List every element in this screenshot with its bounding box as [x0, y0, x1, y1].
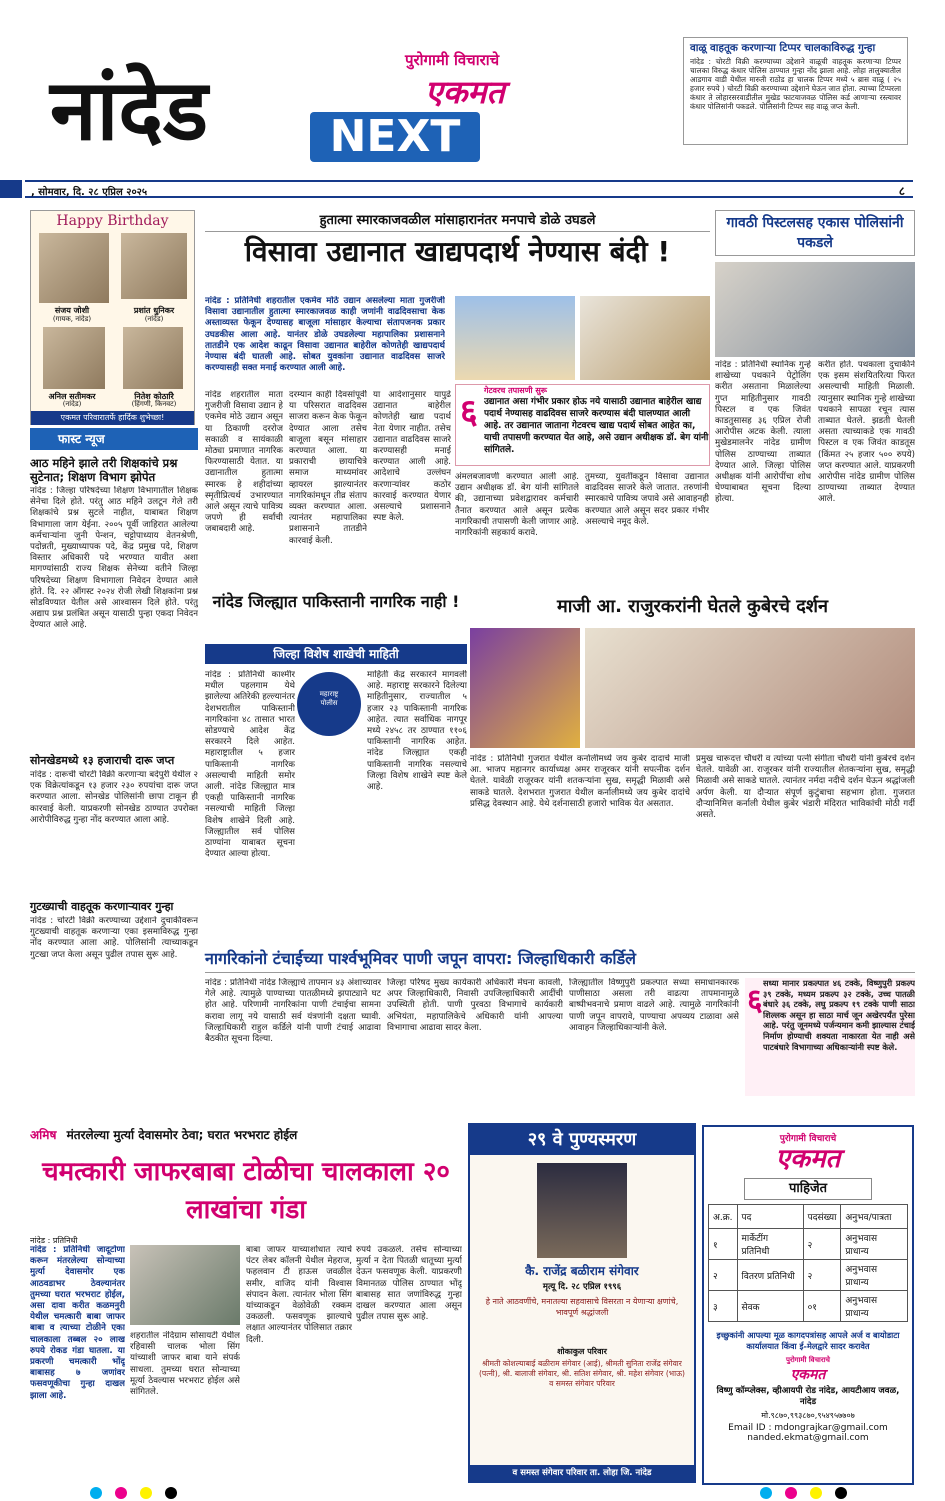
masthead-next: NEXT [310, 112, 480, 162]
top-right-story [683, 37, 908, 145]
vacancy-cell: अनुभवास प्राधान्य [841, 1229, 908, 1260]
seal-top: महाराष्ट्र [319, 690, 339, 698]
vacancy-brand-tag: पुरोगामी विचाराचे [779, 1134, 837, 1144]
memorial-family: श्रीमती कोशल्याबाई बळीराम संगेवार (आई), श्रीमती सुनिता राजेंद्र संगेवार (पत्नी), श्री. बालाजी संगेवार, श्री. सतिश संगेवार, श्री. महेश संगेवार (भाऊ) व समस्त संगेवार परिवार [478, 1359, 686, 1388]
registration-mark [115, 1487, 127, 1499]
vacancy-cell: अनुभवास प्राधान्य [841, 1291, 908, 1322]
memorial-family-label: शोकाकुल परिवार [557, 1347, 607, 1356]
pakistani-story [205, 590, 467, 942]
fast-news-1-body: नांदेड : जिल्हा परिषदेच्या शिक्षण विभागातील शिक्षक सेनेचा दिले होते. परंतु आठ महिने उलटून गेले तरी शिक्षकांचे प्रश्न सुटले नाहीत, याबाबत शिक्षण विभागाला जाग येईना. २००५ पूर्वी जाहिरात आलेल्या कर्मचाऱ्यांना जुनी पेन्शन, चट्टोपाध्याय वेतनश्रेणी, पदोन्नती, मुख्याध्यापक पदे, केंद्र प्रमुख पदे, शिक्षण विस्तार अधिकारी पदे भरण्यात यावीत अशा मागण्यांसाठी राज्य शिक्षक सेनेच्या वतीने जिल्हा परिषदेच्या शिक्षण विभागाला निवेदन देण्यात आले होते. दि. २२ ऑगस्ट २०२४ रोजी लेखी शिक्षकांना प्रश्न सोडविण्यात येतील असे आश्वासन दिले होते. परंतु अद्याप प्रश्न प्रलंबित असून यासाठी पुन्हा एकदा निवेदन देण्यात आले आहे. [30, 486, 198, 631]
masthead-city: नांदेड [50, 61, 208, 159]
pistol-col-1: नांदेड : प्रतिनिधी स्थानिक गुन्हे शाखेच्या पथकाने पेट्रोलिंग करीत असताना मिळालेल्या गुप्त माहितीनुसार गावठी पिस्टल व एक जिवंत काडतुसासह ३६ एप्रिल रोजी आरोपीस अटक केली. त्याला मुखेडमालनेर नांदेड ग्रामीण पोलिस ठाण्याच्या ताब्यात देण्यात आले. जिल्हा पोलिस अधीक्षक यांनी आरोपींचा शोध घेण्याबाबत सूचना दिल्या होत्या. [715, 360, 811, 505]
jafar-kicker: मंतरलेल्या मुर्त्या देवासमोर ठेवा; घरात भरभराट होईल [66, 1128, 298, 1142]
vacancy-col-exp: अनुभव/पात्रता [841, 1205, 908, 1229]
vacancy-cell: २ [803, 1260, 841, 1291]
rajurkar-body: नांदेड : प्रतिनिधी गुजरात येथील कर्नालीमध्ये जय कुबेर दादाचे माजी आ. भाजप महानगर कार्याध्यक्ष अमर राजूरकर यांनी सपत्नीक दर्शन घेतले. यावेळी राजूरकर यांनी शतकऱ्यांना सुख, समृद्धी मिळावी असे साकडे घातले. देशभरात गुजरात येथील कर्नालीमध्ये जय कुबेर दादांचे प्रसिद्ध देवस्थान आहे. येथे दर्शनासाठी हजारो भाविक येत असतात. [470, 754, 690, 809]
vacancy-email-1[interactable]: Email ID : mdongrajkar@gmail.com [728, 1423, 888, 1433]
jafar-kicker-row [30, 1125, 462, 1145]
birthday-box [30, 210, 195, 425]
jafar-dateline: नांदेड : प्रतिनिधी [30, 1236, 78, 1245]
memorial-death: मृत्यू दि. २८ एप्रिल १९९६ [542, 1282, 622, 1292]
main-photo-2 [580, 296, 710, 380]
memorial-verse: हे नाते आठवणींचे, मनातल्या सहवासाचे विसरता न येणाऱ्या क्षणांचे, भावपूर्ण श्रद्धांजली [485, 1297, 679, 1317]
birthday-name-3: अनिल सतीमकर [48, 392, 96, 401]
quote-mark: ६ [460, 392, 478, 432]
registration-mark [760, 1487, 772, 1499]
vacancy-addr-brand: एकमत [790, 1367, 826, 1383]
jafar-story [30, 1125, 462, 1485]
masthead [40, 40, 675, 170]
callout-quote-mark: ६ [747, 983, 763, 1018]
memorial-ad [468, 1123, 696, 1483]
main-col-4: अंमलबजावणी करण्यात आली आहे. उद्यान अधीक्षक डॉ. बेग यांनी सांगितले की, उद्यानाच्या प्रवेशद्वारावर कर्मचारी तैनात करण्यात आले असून प्रत्येक नागरिकाची तपासणी केली जाणार आहे. नागरिकांनी सहकार्य करावे. [455, 472, 579, 539]
main-photo-1 [455, 296, 575, 380]
pistol-story [715, 210, 915, 590]
registration-mark [140, 1487, 152, 1499]
table-row [709, 1291, 908, 1322]
vacancy-col-post: पद [737, 1205, 803, 1229]
caption-block [455, 384, 710, 466]
registration-mark [165, 1487, 177, 1499]
police-seal [297, 672, 361, 736]
pistol-photo [715, 262, 915, 357]
jafar-col-3: बाबा जाफर याच्याशोधात त्याचे पंटर लेबर कॉलनी येथील मेहराज, फहलवान टी हाऊस जवळील समीर, वाजिद यांनी विश्वास संपादन केला. त्यानंतर भोला सिंग यांच्याकडून वेळोवेळी रक्कम उकळली. फसवणूक झाल्याचे लक्षात आल्यानंतर पोलिसात तक्रार दिली. [246, 1245, 352, 1345]
birthday-name-1: संजय जोशी [54, 306, 90, 315]
vacancy-header-row [709, 1205, 908, 1229]
vacancy-phone: मो.९८७०,९९३८७०,९५४९५७७०७ [761, 1411, 855, 1420]
vacancy-cell: २ [709, 1260, 738, 1291]
vacancy-col-count: पदसंख्या [803, 1205, 841, 1229]
main-story [205, 210, 710, 580]
water-headline: नागरिकांनो टंचाईच्या पार्श्वभूमिवर पाणी जपून वापरा: जिल्हाधिकारी कर्डिले [205, 946, 915, 973]
jafar-kicker-label: अमिष [30, 1128, 57, 1142]
rajurkar-headline: माजी आ. राजुरकरांनी घेतले कुबेरचे दर्शन [556, 596, 829, 617]
registration-mark [810, 1487, 822, 1499]
birthday-name-4: नितेश कोठारेि [134, 392, 174, 401]
date-line: , सोमवार, दि. २८ एप्रिल २०२५ [31, 187, 148, 198]
birthday-wish: एकमत परिवारातर्फे हार्दिक शुभेच्छा! [31, 411, 194, 425]
pakistani-body: नांदेड : प्रतिनिधी काश्मीर मधील पहलगाम येथे झालेल्या अतिरेकी हल्ल्यानंतर देशभरातील पाकिस्तानी नागरिकांना ४८ तासात भारत सोडण्याचे आदेश केंद्र सरकारने दिले आहेत. महाराष्ट्रातील ५ हजार पाकिस्तानी नागरिक असल्याची माहिती समोर आली. नांदेड जिल्ह्यात मात्र एकही पाकिस्तानी नागरिक नसल्याची माहिती जिल्हा विशेष शाखेने दिली आहे. जिल्ह्यातील सर्व पोलिस ठाण्यांना याबाबत सूचना देण्यात आल्या होत्या. [205, 670, 295, 860]
caption-head: गेटवरच तपासणी सुरू [484, 386, 547, 395]
date-bar [25, 180, 913, 198]
fast-news-1-headline: आठ महिने झाले तरी शिक्षकांचे प्रश्न सुटेनात; शिक्षण विभाग झोपेत [30, 456, 178, 484]
top-right-body: नांदेड : चोरटी विक्री करण्याच्या उद्देशाने वाळूची वाहतूक करणाऱ्या टिप्पर चालका विरुद्ध कंधार पोलिस ठाण्यात गुन्हा नोंद झाला आहे. लोहा तालुक्यातील आडगाव वाडी येथील मारुती राठोड हा चालक टिप्पर मध्ये ५ ब्रास वाळू ( २५ हजार रुपये ) चोरटी विक्री करण्याच्या उद्देशाने घेऊन जात होता. त्याच्या टिप्परला कंधार ते लोहारसरवाडीतील मुखेड फाटयाजवळ पोलिस कर्ड आणाऱ्या रस्त्यावर कंधार पोलिसांनी पकडले. पोलिसांनी टिप्पर सह वाळू जप्त केली. [690, 57, 901, 111]
vacancy-cell: १ [709, 1229, 738, 1260]
registration-mark [835, 1487, 847, 1499]
main-col-1: नांदेड शहरातील माता गुजरीजी विसावा उद्यान हे एकमेव मोठे उद्यान असून या ठिकाणी दररोज सकाळी व सायंकाळी मोठ्या प्रमाणात नागरिक फिरण्यासाठी येतात. या उद्यानातील हुतात्मा स्मारक हे शहीदांच्या स्मृतीप्रित्यर्थ उभारण्यात आले असून त्याचे पावित्र्य जपणे ही सर्वांची जबाबदारी आहे. [205, 390, 283, 535]
vacancy-cell: अनुभवास प्राधान्य [841, 1260, 908, 1291]
vacancy-email-2[interactable]: nanded.ekmat@gmail.com [747, 1433, 869, 1443]
fast-news-2-body: नांदेड : दारूची चोरटी विक्री करणाऱ्या बदेपुरी येथील २ एक विक्रेत्यांकडून १३ हजार २३० रुपयांचा दारू जप्त करण्यात आला. सोनखेड पोलिसांनी छापा टाकून ही कारवाई केली. याप्रकरणी सोनखेड ठाण्यात उपरोक्त आरोपीविरुद्ध गुन्हा नोंद करण्यात आला आहे. [30, 770, 198, 825]
table-row [709, 1229, 908, 1260]
callout-text: सध्या मानार प्रकल्पात ४६ टक्के, विष्णुपुरी प्रकल्प ३९ टक्के, मध्यम प्रकल्प ३२ टक्के, उच्च पातळी बंधारे ३६ टक्के, लघु प्रकल्प १९ टक्के पाणी साठा शिल्लक असून हा साठा मार्च जून अखेरपर्यंत पुरेसा आहे. परंतु जूनमध्ये पर्जन्यमान कमी झाल्यास टंचाई निर्माण होण्याची शक्यता नाकारता येत नाही असे पाटबंधारे विभागाच्या अधिकाऱ्यांनी स्पष्ट केले. [763, 978, 915, 1052]
registration-mark [785, 1487, 797, 1499]
birthday-role-4: (हिंगणी, किनवट) [131, 400, 177, 408]
masthead-brand: एकमत [425, 73, 505, 111]
main-lead: नांदेड : प्रतिनिधी शहरातील एकमेव मोठे उद्यान असलेल्या माता गुजरीजी विसावा उद्यानातील हुतात्मा स्मारकाजवळ काही जणांनी वाढदिवसाचा केक अस्ताव्यस्त फेकून देण्यासह बाजूला मांसाहार केल्याचा संतापजनक प्रकार उघडकीस आला आहे. यानंतर डोळे उघडलेल्या महापालिका प्रशासनाने तातडीने एक आदेश काढून विसावा उद्यानात बाहेरील कोणतेही खाद्यपदार्थ नेण्यास बंदी घातली आहे. सोबत युवकांना उद्यानात वाढदिवस साजरे करण्यासही सक्त मनाई करण्यात आली आहे. [205, 296, 445, 374]
caption-body: उद्यानात असा गंभीर प्रकार होऊ नये यासाठी उद्यानात बाहेरील खाद्य पदार्थ नेण्यासह वाढदिवस साजरे करण्यास बंदी घालण्यात आली आहे. तर उद्यानात जाताना गेटवरच खाद्य पदार्थ सोबत आहेत का, याची तपासणी करण्यात येत आहे, असे उद्यान अधीक्षक डॉ. बेग यांनी सांगितले. [484, 397, 709, 455]
masthead-tagline: पुरोगामी विचाराचे [405, 51, 500, 69]
rajurkar-photo-2 [585, 628, 915, 748]
jafar-headline: चमत्कारी जाफरबाबा टोळीचा चालकाला २० लाखांचा गंडा [42, 1157, 450, 1225]
pakistani-body-2: माहिती केंद्र सरकारने मागवली आहे. महाराष्ट्र सरकारने दिलेल्या माहितीनुसार, राज्यातील ५ हजार २३ पाकिस्तानी नागरिक आहेत. त्यात सर्वाधिक नागपूर मध्ये २४५८ तर ठाण्यात ११०६ पाकिस्तानी नागरिक आहेत. नांदेड जिल्ह्यात एकही पाकिस्तानी नागरिक नसल्याचे जिल्हा विशेष शाखेने स्पष्ट केले आहे. [367, 670, 467, 793]
avatar-1 [39, 233, 109, 303]
water-col-3: जिल्ह्यातील विष्णुपुरी प्रकल्पात सध्या समाधानकारक पाणीसाठा असला तरी वाढत्या तापमानामुळे बाष्पीभवनाचे प्रमाण वाढले आहे. त्यामुळे नागरिकांनी पाणी जपून वापरावे, पाण्याचा अपव्यय टाळावा असे आवाहन जिल्हाधिकाऱ्यांनी केले. [569, 978, 739, 1033]
pakistani-headline: नांदेड जिल्ह्यात पाकिस्तानी नागरिक नाही ! [212, 592, 460, 611]
memorial-name: कै. राजेंद्र बळीराम संगेवार [525, 1264, 639, 1278]
pistol-headline: गावठी पिस्टलसह एकास पोलिसांनी पकडले [715, 210, 915, 256]
seal-right: पोलीस [320, 699, 338, 707]
page-number: ८ [898, 184, 905, 198]
avatar-4 [123, 327, 183, 389]
water-callout [745, 978, 915, 1096]
birthday-role-1: (गायक, नांदेड) [52, 315, 92, 323]
memorial-photo [537, 1163, 627, 1258]
fast-news-3-headline: गुटख्याची वाहतूक करणाऱ्यावर गुन्हा [30, 900, 174, 913]
vacancy-cell: वितरण प्रतिनिधी [737, 1260, 803, 1291]
vacancy-cell: सेवक [737, 1291, 803, 1322]
pakistani-sub: जिल्हा विशेष शाखेची माहिती [205, 644, 467, 664]
jafar-col-1: नांदेड : प्रतिनिधी जादूटोणा करून मंतरलेल्या सोन्याच्या मुर्त्या देवासमोर एक आठवडाभर ठेवल्यानंतर तुमच्या घरात भरभराट होईल, असा दावा करीत कळमनुरी येथील चमत्कारी बाबा जाफर बाबा व त्याच्या टोळीने एका चालकाला तब्बल २० लाख रुपये रोकड गंडा घातला. या प्रकरणी चमत्कारी भोंदू बाबासह ७ जणांवर फसवणूकीचा गुन्हा दाखल झाला आहे. [30, 1245, 125, 1401]
water-col-1: नांदेड : प्रतिनिधी नांदेड जिल्ह्याचे तापमान ४३ अंशाच्यावर गेले आहे. त्यामुळे पाण्याच्या पातळीमध्ये झपाट्याने घट होत आहे. परिणामी नागरिकांना पाणी टंचाईचा सामना करावा लागू नये यासाठी सर्व यंत्रणांनी दक्षता घ्यावी. जिल्हाधिकारी राहुल कर्डिले यांनी पाणी टंचाई आढावा बैठकीत सूचना दिल्या. [205, 978, 381, 1045]
table-row [709, 1260, 908, 1291]
vacancy-brand: एकमत [775, 1144, 841, 1174]
vacancy-cell: ३ [709, 1291, 738, 1322]
birthday-name-2: प्रशांत धुनिकर [133, 306, 175, 315]
fast-news-label: फास्ट न्यूज [58, 432, 105, 446]
vacancy-cell: २ [803, 1229, 841, 1260]
rajurkar-body-2: प्रमुख चारूदत्त चौधरी व त्यांच्या पत्नी संगीता चौधरी यांनी कुबेरचे दर्शन घेतले. यावेळी आ. राजूरकर यांनी राज्यातील शेतकऱ्यांना सुख, समृद्धी मिळावी असे साकडे घातले. त्यानंतर नर्मदा नदीचे दर्शन घेऊन श्रद्धांजली अर्पण केली. या दौऱ्यात संपूर्ण कुटुंबाचा सहभाग होता. गुजरात दौऱ्यानिमित्त कर्नाली येथील कुबेर भंडारी मंदिरात भाविकांची मोठी गर्दी असते. [696, 754, 915, 821]
memorial-title: २९ वे पुण्यस्मरण [470, 1125, 694, 1155]
main-kicker: हुतात्मा स्मारकाजवळील मांसाहारानंतर मनपाचे डोळे उघडले [205, 210, 710, 232]
birthday-title: Happy Birthday [56, 213, 169, 229]
vacancy-ad [702, 1125, 914, 1485]
registration-mark [90, 1487, 102, 1499]
vacancy-cell: ०१ [803, 1291, 841, 1322]
fast-news-2-headline: सोनखेडमध्ये १३ हजाराची दारू जप्त [30, 754, 175, 767]
main-col-5: तुमच्या, युवतींकडून विसावा उद्यानात वाढदिवस साजरे केले जातात. तरुणांनी स्मारकाचे पावित्र्य जपावे असे आवाहनही करण्यात आले असून सदर प्रकार गंभीर असल्याचे नमूद केले. [585, 472, 709, 527]
jafar-col-4: रुपये उकळले. तसेच सोन्याच्या मुर्त्या न देता पितळी धातूच्या मुर्त्या देऊन फसवणूक केली. याप्रकरणी विमानतळ पोलिस ठाण्यात भोंदू बाबासह सात जणांविरुद्ध गुन्हा दाखल करण्यात आला असून पुढील तपास सुरू आहे. [356, 1245, 462, 1323]
avatar-2 [121, 233, 187, 299]
birthday-role-2: (नांदेड) [144, 315, 164, 323]
rajurkar-photo-1 [470, 628, 580, 748]
vacancy-apply: इच्छुकांनी आपल्या मूळ कागदपत्रांसह आपले अर्ज व बायोडाटा कार्यालयात किंवा ई-मेलद्वारे सादर करावेत [716, 1330, 900, 1351]
vacancy-heading: पाहिजेत [744, 1178, 872, 1200]
fast-news-title [30, 428, 198, 450]
top-right-headline: वाळू वाहतूक करणाऱ्या टिप्पर चालकाविरुद्ध गुन्हा [690, 42, 876, 54]
pistol-col-2: करीत होते. पथकाला दुचाकीने एक इसम संशयितरित्या फिरत असल्याची माहिती मिळाली. त्यानुसार स्थानिक गुन्हे शाखेच्या पथकाने सापळा रचून त्यास ताब्यात घेतले. झडती घेतली असता त्याच्याकडे एक गावठी पिस्टल व एक जिवंत काडतूस (किंमत २५ हजार ५०० रुपये) जप्त करण्यात आले. याप्रकरणी आरोपीस नांदेड ग्रामीण पोलिस ठाण्याच्या ताब्यात देण्यात आले. [818, 360, 915, 505]
vacancy-cell: मार्केटींग प्रतिनिधी [737, 1229, 803, 1260]
main-col-3: या आदेशानुसार यापुढे उद्यानात बाहेरील कोणतेही खाद्य पदार्थ नेता येणार नाहीत. तसेच उद्यानात वाढदिवस साजरे करण्यासही मनाई करण्यात आली आहे. आदेशाचे उल्लंघन करणाऱ्यांवर कठोर कारवाई करण्यात येणार असल्याचे प्रशासनाने स्पष्ट केले. [373, 390, 451, 524]
avatar-3 [43, 327, 105, 389]
fast-news-3-body: नांदेड : चोरटी विक्री करण्याच्या उद्देशाने दुचाकीवरून गुटख्याची वाहतूक करणाऱ्या एका इसमाविरुद्ध गुन्हा नोंद करण्यात आला आहे. पोलिसांनी त्याच्याकडून गुटखा जप्त केला असून पुढील तपास सुरू आहे. [30, 916, 198, 960]
water-col-2: जिल्हा परिषद मुख्य कार्यकारी अधिकारी मेघना कावली, अपर जिल्हाधिकारी, निवासी उपजिल्हाधिकारी आदींची उपस्थिती होती. पाणी पुरवठा विभागाचे कार्यकारी अभियंता, महापालिकेचे अधिकारी यांनी आपल्या विभागाचा आढावा सादर केला. [387, 978, 563, 1033]
vacancy-address: विष्णु कॉम्प्लेक्स, व्हीआयपी रोड नांदेड, आयटीआय जवळ, नांदेड [716, 1386, 900, 1407]
jafar-col-2: शहरातील नंदिग्राम सोसायटी येथील रहिवासी चालक भोला सिंग यांच्याशी जाफर बाबा याने संपर्क साधला. तुमच्या घरात सोन्याच्या मूर्त्या ठेवल्यास भरभराट होईल असे सांगितले. [130, 1331, 240, 1398]
birthday-role-3: (नांदेड) [62, 400, 82, 408]
vacancy-table [708, 1204, 908, 1322]
jafar-photo [130, 1245, 240, 1325]
memorial-footer: व समस्त संगेवार परिवार ता. लोहा जि. नांदेड [470, 1465, 694, 1481]
vacancy-addr-tag: पुरोगामी विचाराचे [786, 1356, 830, 1364]
vacancy-col-no: अ.क्र. [709, 1205, 738, 1229]
main-headline: विसावा उद्यानात खाद्यपदार्थ नेण्यास बंदी ! [244, 235, 671, 268]
water-story [205, 946, 915, 1096]
rajurkar-story [470, 592, 915, 942]
main-col-2: दरम्यान काही दिवसांपूर्वी या परिसरात वाढदिवस साजरा करून केक फेकून देण्यात आला तसेच बाजूला बसून मांसाहार करण्यात आला. या प्रकाराची छायाचित्रे समाज माध्यमांवर व्हायरल झाल्यानंतर नागरिकांमधून तीव्र संताप व्यक्त करण्यात आला. त्यानंतर महापालिका प्रशासनाने तातडीने कारवाई केली. [289, 390, 367, 546]
